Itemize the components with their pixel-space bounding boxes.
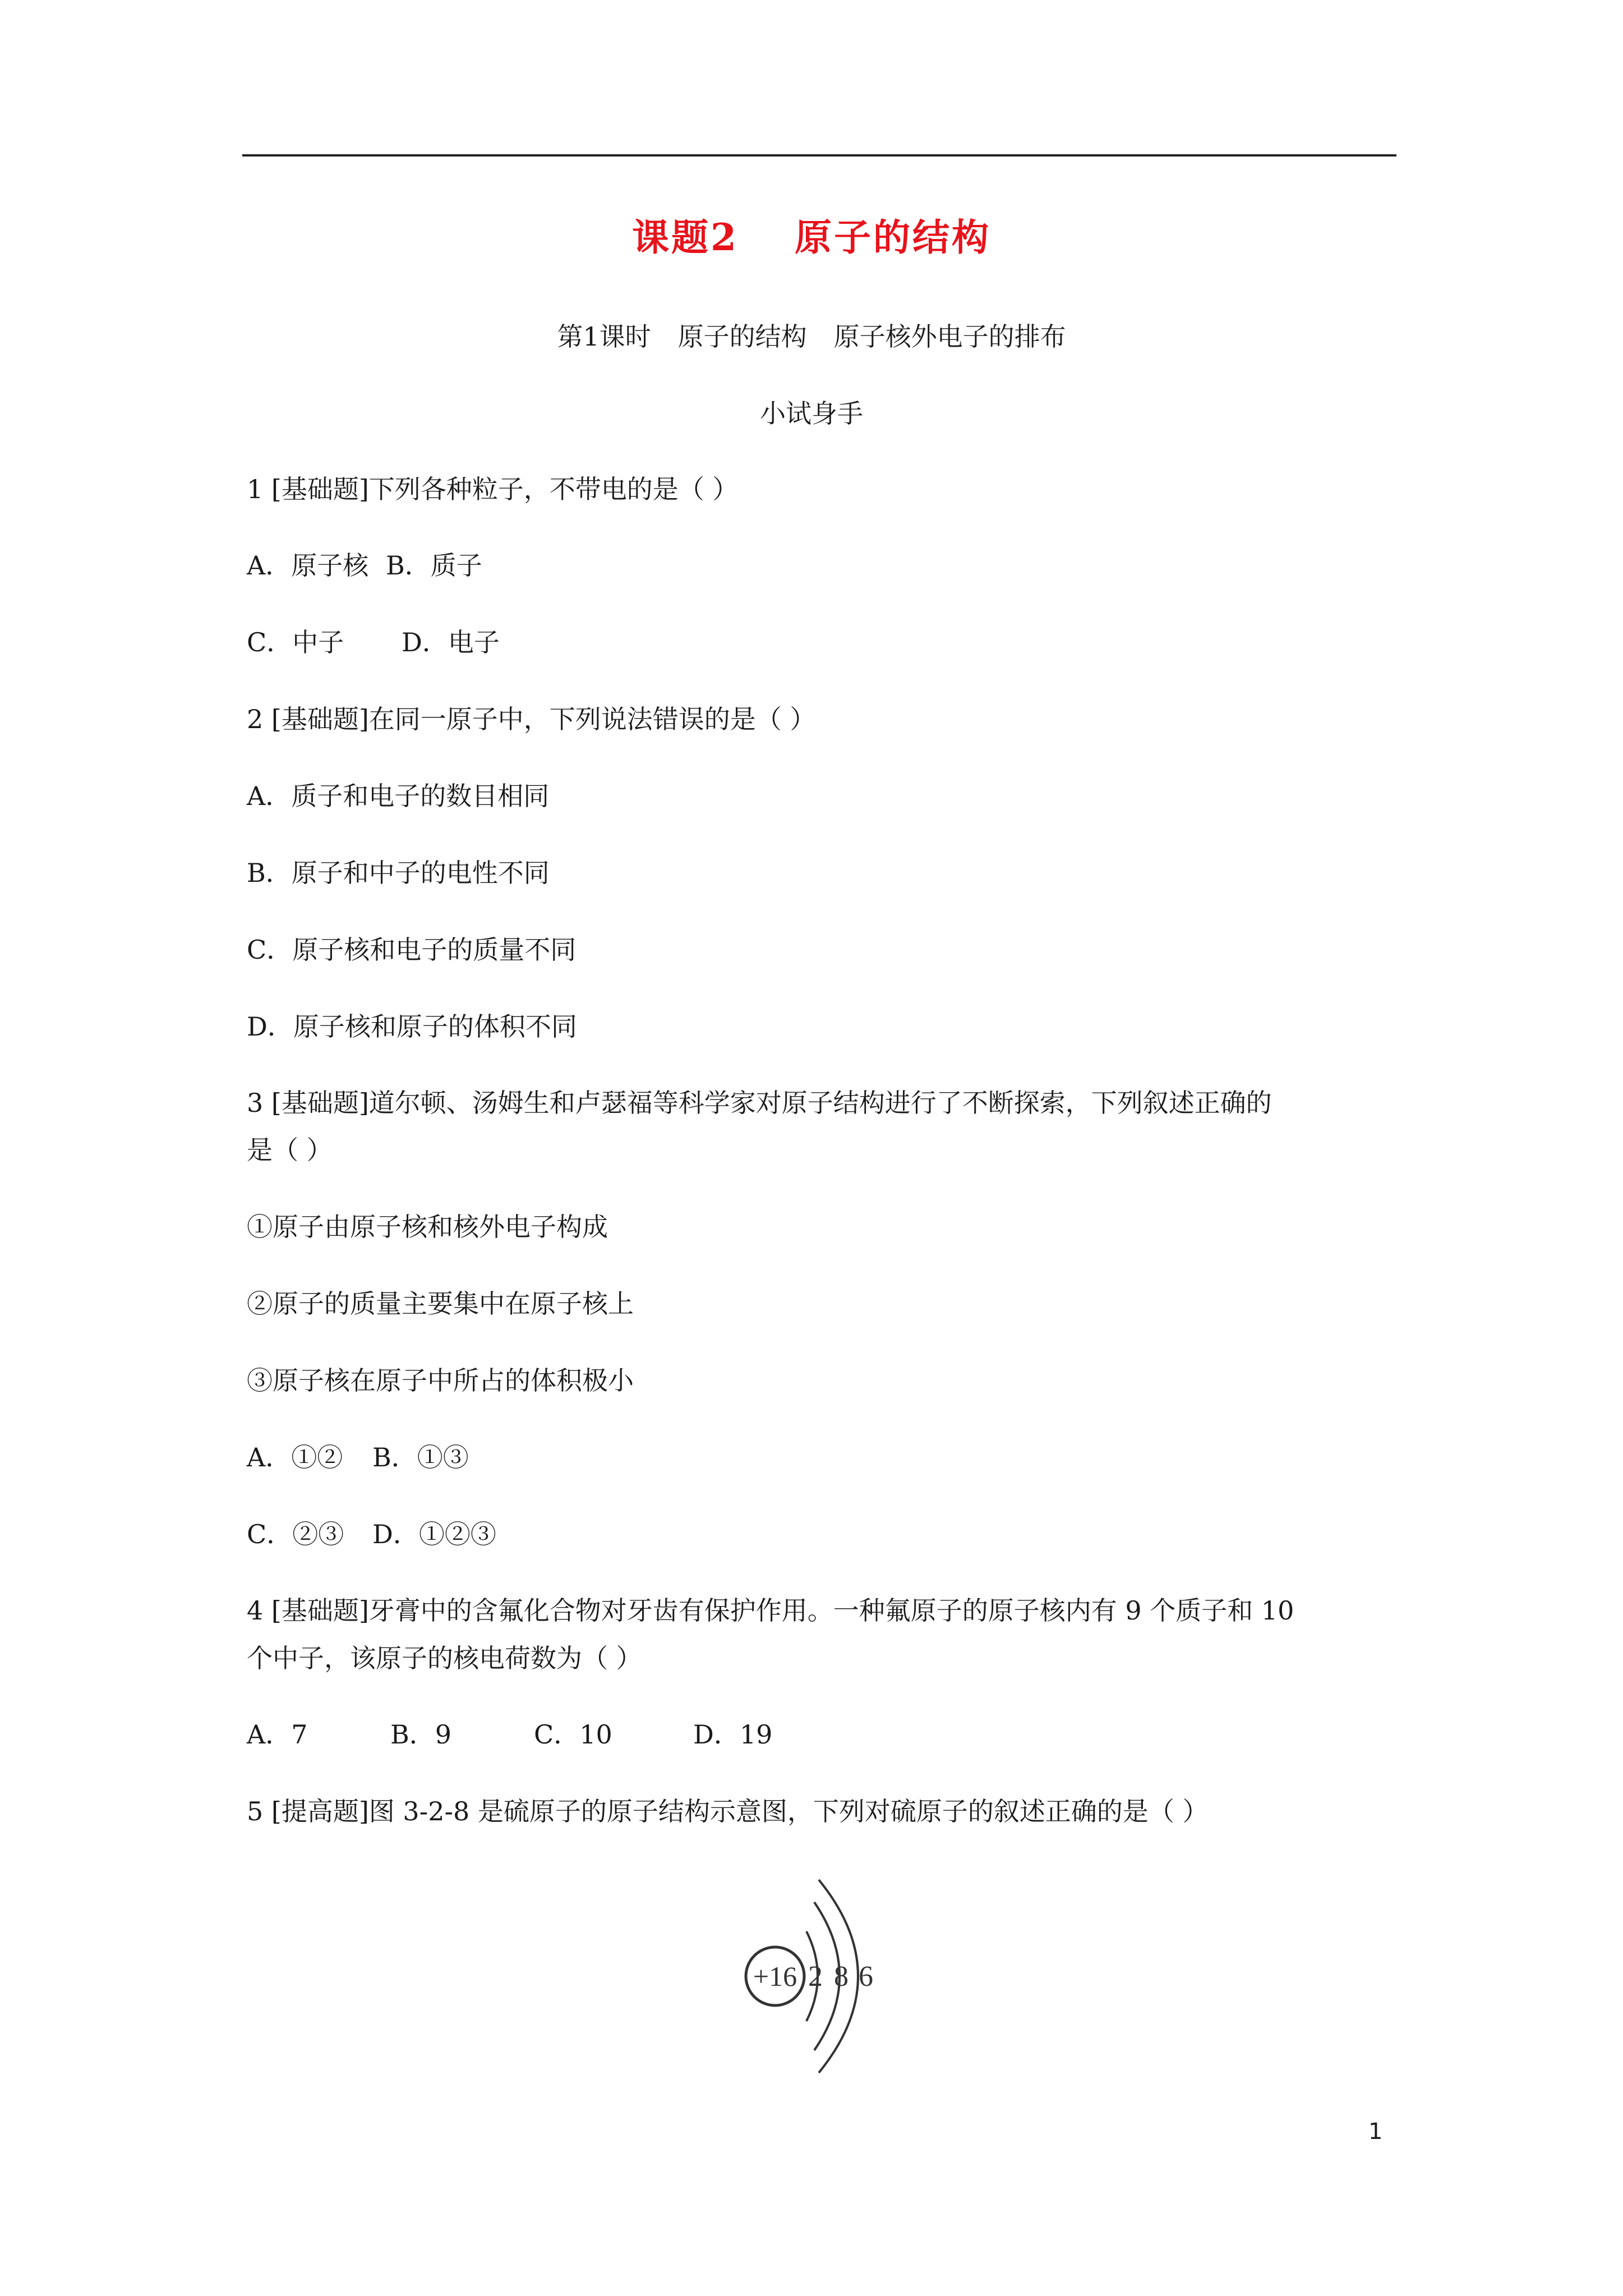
question-3-options-row-1 xyxy=(247,1439,469,1475)
question-2-option-a: A．质子和电子的数目相同 xyxy=(247,781,550,811)
sulfur-atom-structure-diagram xyxy=(740,1876,897,2078)
question-2-option-b: B．原子和中子的电性不同 xyxy=(247,858,550,888)
question-4-stem-line-1: 4 [基础题]牙膏中的含氟化合物对牙齿有保护作用。一种氟原子的原子核内有 9 个质子和 10 xyxy=(247,1595,1294,1626)
option-c: C．10 xyxy=(534,1719,612,1750)
option-b: B．①③ xyxy=(372,1442,469,1473)
shell-2-electrons: 8 xyxy=(834,1961,849,1993)
option-d: D．电子 xyxy=(402,627,500,657)
question-3-options-row-2 xyxy=(247,1516,496,1552)
question-4-stem-line-2: 个中子，该原子的核电荷数为（ ） xyxy=(247,1643,642,1673)
subtitle-topic-2: 原子核外电子的排布 xyxy=(833,321,1066,352)
shell-1-electrons: 2 xyxy=(808,1961,823,1993)
question-5-stem: 5 [提高题]图 3-2-8 是硫原子的原子结构示意图，下列对硫原子的叙述正确的是（ ） xyxy=(247,1796,1209,1826)
option-a: A．7 xyxy=(247,1719,308,1750)
lesson-number: 课题2 xyxy=(632,215,739,259)
option-a: A．原子核 xyxy=(247,550,369,581)
option-c: C．②③ xyxy=(247,1519,344,1549)
question-3-stem-line-2: 是（ ） xyxy=(247,1135,333,1165)
header-rule xyxy=(242,154,1396,157)
option-b: B．9 xyxy=(390,1719,452,1750)
option-d: D．19 xyxy=(693,1719,773,1750)
subtitle-topic-1: 原子的结构 xyxy=(677,321,807,352)
option-a: A．①② xyxy=(247,1442,343,1473)
option-c: C．中子 xyxy=(247,627,344,657)
nucleus-charge: +16 xyxy=(753,1961,797,1992)
question-2-stem: 2 [基础题]在同一原子中，下列说法错误的是（ ） xyxy=(247,704,816,734)
question-3-statement-2: ②原子的质量主要集中在原子核上 xyxy=(247,1289,634,1319)
question-3-statement-3: ③原子核在原子中所占的体积极小 xyxy=(247,1365,634,1396)
question-2-option-c: C．原子核和电子的质量不同 xyxy=(247,935,577,965)
lesson-name: 原子的结构 xyxy=(794,215,991,259)
question-1-options-row-1 xyxy=(247,547,482,583)
period-label: 第1课时 xyxy=(557,321,651,352)
lesson-title xyxy=(0,212,1623,263)
option-d: D．①②③ xyxy=(372,1519,496,1549)
question-1-stem: 1 [基础题]下列各种粒子，不带电的是（ ） xyxy=(247,474,739,504)
shell-3-electrons: 6 xyxy=(859,1961,873,1993)
question-2-option-d: D．原子核和原子的体积不同 xyxy=(247,1011,577,1042)
section-heading: 小试身手 xyxy=(760,398,863,429)
question-1-options-row-2 xyxy=(247,624,500,660)
question-4-options xyxy=(247,1717,772,1752)
option-b: B．质子 xyxy=(386,550,482,581)
lesson-subtitle xyxy=(0,319,1623,355)
page-number: 1 xyxy=(1368,2119,1383,2145)
question-3-stem-line-1: 3 [基础题]道尔顿、汤姆生和卢瑟福等科学家对原子结构进行了不断探索，下列叙述正确的 xyxy=(247,1088,1272,1118)
question-3-statement-1: ①原子由原子核和核外电子构成 xyxy=(247,1212,608,1242)
